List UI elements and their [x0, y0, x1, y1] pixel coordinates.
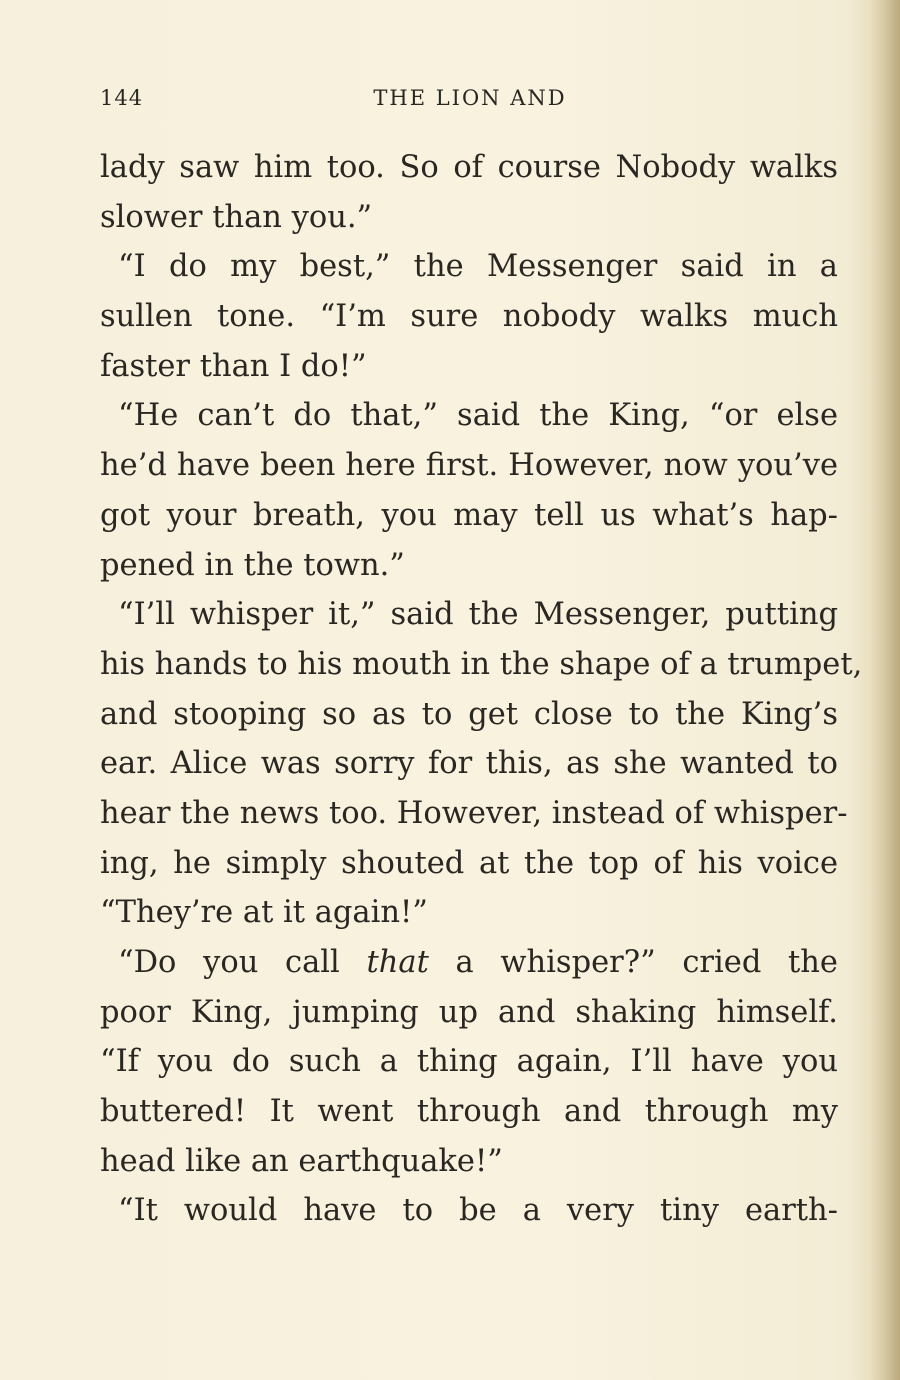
text-line: sullen tone. “I’m sure nobody walks much	[100, 299, 838, 335]
text-line: ear. Alice was sorry for this, as she wanted to	[100, 746, 838, 782]
text-line: pened in the town.”	[100, 547, 405, 583]
text-line: “They’re at it again!”	[100, 895, 428, 931]
text-line: head like an earthquake!”	[100, 1143, 503, 1179]
text-line: “I’ll whisper it,” said the Messenger, putting	[118, 597, 838, 633]
text-line: poor King, jumping up and shaking himself.	[100, 994, 838, 1030]
text-line	[100, 938, 838, 988]
text-line: “It would have to be a very tiny earth-	[118, 1193, 838, 1229]
page-header	[100, 86, 840, 116]
text-line: “He can’t do that,” said the King, “or else	[118, 398, 838, 434]
text-line: ing, he simply shouted at the top of his voice	[100, 845, 838, 881]
text-line: “I do my best,” the Messenger said in a	[118, 249, 838, 285]
running-title: THE LION AND	[373, 86, 567, 110]
page-number: 144	[100, 86, 144, 110]
text-line: lady saw him too. So of course Nobody walks	[100, 150, 838, 185]
page-edge	[870, 0, 900, 1380]
text-line: slower than you.”	[100, 199, 373, 235]
text-segment: “Do you call	[118, 945, 367, 980]
text-line: he’d have been here first. However, now you’ve	[100, 448, 838, 484]
text-line: and stooping so as to get close to the King’s	[100, 696, 838, 732]
text-line: got your breath, you may tell us what’s hap-	[100, 497, 838, 533]
body-text	[100, 143, 863, 1236]
text-segment: a whisper?” cried the	[428, 945, 838, 980]
text-line: buttered! It went through and through my	[100, 1094, 838, 1130]
italic-word: that	[366, 945, 429, 980]
text-line: his hands to his mouth in the shape of a trumpet,	[100, 646, 863, 682]
text-line: hear the news too. However, instead of whisper-	[100, 795, 848, 831]
text-line: “If you do such a thing again, I’ll have you	[100, 1044, 838, 1080]
text-line: faster than I do!”	[100, 348, 367, 384]
